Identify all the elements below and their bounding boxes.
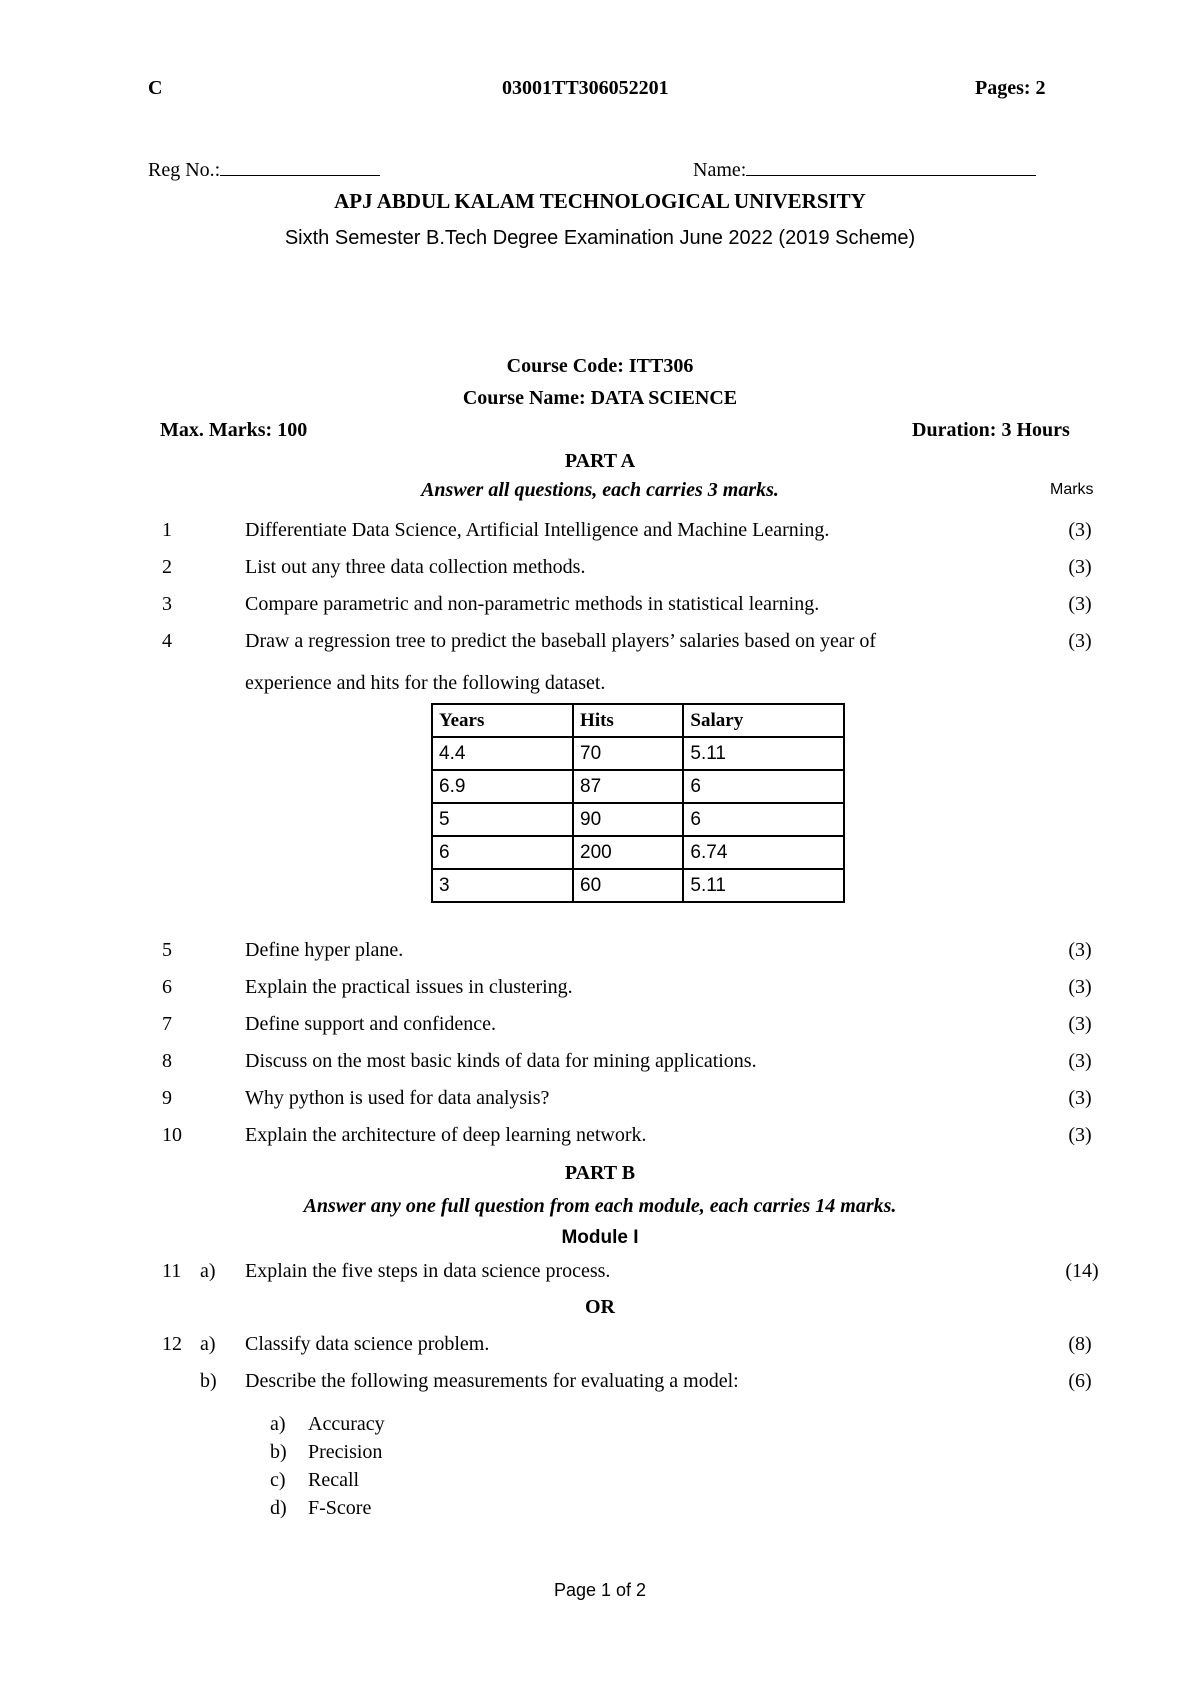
question-number: 7 — [162, 1013, 172, 1035]
part-b-title: PART B — [564, 1162, 636, 1184]
question-marks: (14) — [1065, 1260, 1099, 1282]
or-divider: OR — [585, 1296, 615, 1318]
table-cell: 5 — [432, 803, 573, 836]
paper-code: 03001TT306052201 — [502, 77, 669, 99]
table-cell: 5.11 — [683, 869, 844, 902]
table-header-cell: Hits — [573, 704, 683, 737]
list-item-label: a) — [270, 1413, 286, 1435]
question-text: Discuss on the most basic kinds of data for mining applications. — [245, 1050, 757, 1072]
table-row — [432, 737, 844, 770]
question-marks: (8) — [1068, 1333, 1092, 1355]
question-number: 10 — [162, 1124, 182, 1146]
table-cell: 87 — [573, 770, 683, 803]
list-item — [270, 1466, 385, 1494]
question-number: 5 — [162, 939, 172, 961]
question-number: 11 — [162, 1260, 182, 1282]
question-text: List out any three data collection methods. — [245, 556, 586, 578]
question-number: 4 — [162, 630, 172, 652]
question-marks: (3) — [1068, 519, 1092, 541]
question-number: 6 — [162, 976, 172, 998]
list-item-label: c) — [270, 1469, 286, 1491]
question-marks: (6) — [1068, 1370, 1092, 1392]
reg-no-label: Reg No.: — [148, 159, 221, 181]
university-name: APJ ABDUL KALAM TECHNOLOGICAL UNIVERSITY — [334, 189, 866, 213]
question-number: 9 — [162, 1087, 172, 1109]
question-text: Explain the architecture of deep learning network. — [245, 1124, 647, 1146]
table-header-row — [432, 704, 844, 737]
part-a-title: PART A — [564, 450, 636, 472]
reg-no-blank — [220, 155, 380, 176]
table-cell: 90 — [573, 803, 683, 836]
question-marks: (3) — [1068, 1124, 1092, 1146]
subquestion-label: a) — [200, 1333, 216, 1355]
course-code: Course Code: ITT306 — [506, 355, 694, 377]
question-text: Why python is used for data analysis? — [245, 1087, 550, 1109]
max-marks: Max. Marks: 100 — [160, 419, 308, 441]
table-cell: 60 — [573, 869, 683, 902]
table-cell: 5.11 — [683, 737, 844, 770]
question-text-continued: experience and hits for the following dataset. — [245, 672, 606, 694]
table-row — [432, 836, 844, 869]
question-text: Explain the practical issues in clustering. — [245, 976, 573, 998]
list-item — [270, 1494, 385, 1522]
question-number: 2 — [162, 556, 172, 578]
question-marks: (3) — [1068, 976, 1092, 998]
question-text: Classify data science problem. — [245, 1333, 490, 1355]
duration: Duration: 3 Hours — [912, 419, 1070, 441]
table-row — [432, 803, 844, 836]
table-cell: 6.9 — [432, 770, 573, 803]
question-number: 8 — [162, 1050, 172, 1072]
table-cell: 6 — [432, 836, 573, 869]
question-text: Explain the five steps in data science process. — [245, 1260, 611, 1282]
list-item — [270, 1438, 385, 1466]
table-cell: 3 — [432, 869, 573, 902]
list-item-label: d) — [270, 1497, 287, 1519]
dataset-table — [431, 703, 845, 903]
table-cell: 6 — [683, 770, 844, 803]
question-marks: (3) — [1068, 593, 1092, 615]
table-row — [432, 770, 844, 803]
subquestion-label: b) — [200, 1370, 217, 1392]
table-cell: 200 — [573, 836, 683, 869]
question-number: 12 — [162, 1333, 182, 1355]
question-number: 3 — [162, 593, 172, 615]
list-item-text: F-Score — [308, 1497, 372, 1519]
marks-column-label: Marks — [1050, 481, 1094, 498]
list-item-text: Precision — [308, 1441, 383, 1463]
part-b-instruction: Answer any one full question from each module, each carries 14 marks. — [303, 1195, 897, 1217]
question-marks: (3) — [1068, 630, 1092, 652]
series-code: C — [148, 77, 163, 99]
reg-no-field — [148, 155, 380, 182]
part-a-instruction: Answer all questions, each carries 3 marks. — [421, 479, 779, 501]
list-item-text: Accuracy — [308, 1413, 385, 1435]
list-item-label: b) — [270, 1441, 287, 1463]
list-item-text: Recall — [308, 1469, 360, 1491]
name-field — [693, 155, 1036, 182]
module-title: Module I — [561, 1227, 639, 1248]
question-text: Differentiate Data Science, Artificial Intelligence and Machine Learning. — [245, 519, 830, 541]
question-number: 1 — [162, 519, 172, 541]
table-cell: 70 — [573, 737, 683, 770]
course-name: Course Name: DATA SCIENCE — [462, 387, 738, 409]
table-header-cell: Years — [432, 704, 573, 737]
table-row — [432, 869, 844, 902]
exam-title: Sixth Semester B.Tech Degree Examination June 2022 (2019 Scheme) — [284, 227, 916, 249]
question-marks: (3) — [1068, 939, 1092, 961]
table-header-cell: Salary — [683, 704, 844, 737]
question-text: Define hyper plane. — [245, 939, 404, 961]
name-label: Name: — [693, 159, 747, 181]
table-cell: 6 — [683, 803, 844, 836]
table-cell: 4.4 — [432, 737, 573, 770]
question-text: Draw a regression tree to predict the baseball players’ salaries based on year of — [245, 630, 877, 652]
measurement-list — [270, 1410, 385, 1522]
question-text: Describe the following measurements for evaluating a model: — [245, 1370, 739, 1392]
list-item — [270, 1410, 385, 1438]
question-text: Define support and confidence. — [245, 1013, 497, 1035]
table-cell: 6.74 — [683, 836, 844, 869]
question-text: Compare parametric and non-parametric methods in statistical learning. — [245, 593, 820, 615]
question-marks: (3) — [1068, 1087, 1092, 1109]
name-blank — [746, 155, 1036, 176]
question-marks: (3) — [1068, 1013, 1092, 1035]
page-count: Pages: 2 — [975, 77, 1046, 99]
question-marks: (3) — [1068, 556, 1092, 578]
question-marks: (3) — [1068, 1050, 1092, 1072]
page-footer: Page 1 of 2 — [553, 1580, 647, 1600]
subquestion-label: a) — [200, 1260, 216, 1282]
